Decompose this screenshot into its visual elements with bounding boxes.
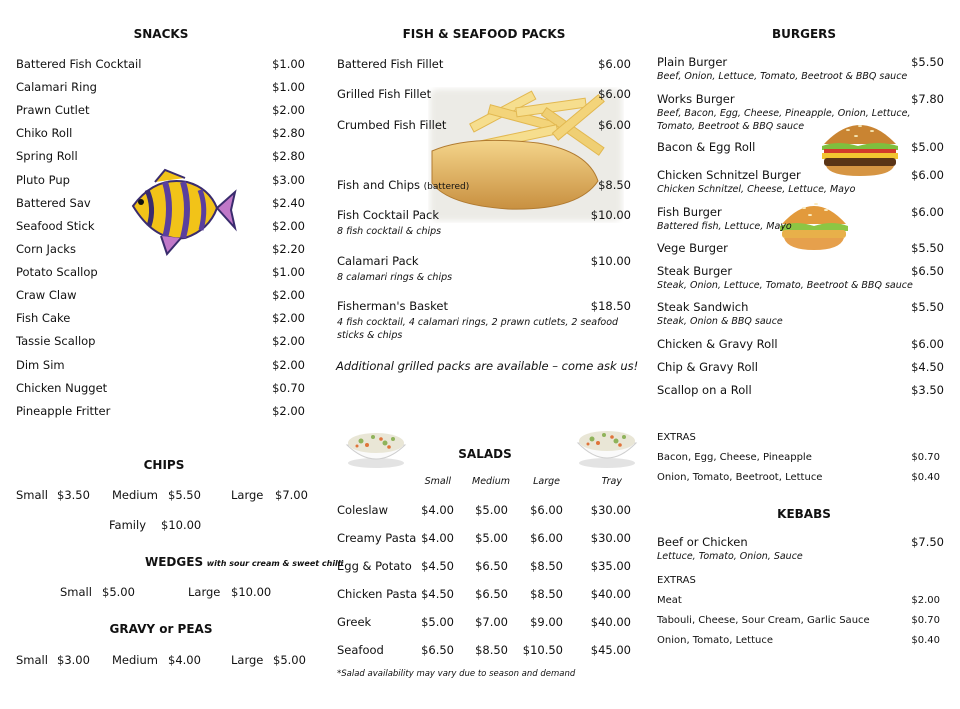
chips-large-label: Large [231,488,264,502]
salad-price: $5.00 [475,531,508,545]
burger-desc: Steak, Onion & BBQ sauce [657,316,783,327]
coleslaw-bowl-right [574,423,640,469]
burger-name: Chicken Schnitzel Burger [657,168,801,182]
wedges-large-label: Large [188,585,221,599]
snack-name: Craw Claw [16,288,77,302]
fish-pack-price: $10.00 [590,208,631,222]
fish-pack-desc: 8 calamari rings & chips [337,272,453,283]
burger-name: Scallop on a Roll [657,383,752,397]
burger-extra-price: $0.70 [911,452,940,463]
burger-price: $6.00 [911,168,944,182]
snack-row [16,103,305,117]
burger-price: $5.50 [911,300,944,314]
salad-price: $8.50 [530,587,563,601]
snack-price: $2.00 [272,358,305,372]
fish-additional-note: Additional grilled packs are available – come ask us! [336,359,639,373]
burger-row [657,241,944,255]
fish-heading: FISH & SEAFOOD PACKS [402,27,566,41]
fish-pack-label [337,208,439,222]
kebab-item-price: $7.50 [911,535,944,549]
fish-and-chips-photo [428,87,624,223]
snack-price: $2.00 [272,103,305,117]
salad-column-header: Tray [601,476,622,487]
chips-medium-label: Medium [112,488,158,502]
salad-price: $8.50 [530,559,563,573]
salad-price: $4.00 [421,531,454,545]
burger-extras-heading: EXTRAS [657,432,696,443]
burger-row [657,360,944,374]
fish-pack-label [337,299,448,313]
salad-price: $4.50 [421,559,454,573]
burger-row [657,205,944,219]
kebab-extra-name: Onion, Tomato, Lettuce [657,635,773,646]
snack-name: Potato Scallop [16,265,98,279]
fish-pack-label [337,178,469,192]
burger-name: Bacon & Egg Roll [657,140,756,154]
wedges-note: with sour cream & sweet chilli [206,559,344,568]
burger-price: $6.00 [911,205,944,219]
salad-column-header: Small [424,476,451,487]
fish-pack-row [337,299,631,313]
salad-price: $5.00 [475,503,508,517]
snacks-heading: SNACKS [133,27,189,41]
snack-row [16,334,305,348]
burger-name: Vege Burger [657,241,728,255]
snack-price: $0.70 [272,381,305,395]
fish-pack-price: $6.00 [598,118,631,132]
fish-pack-name: Fish and Chips [337,178,421,192]
fish-pack-label [337,87,431,101]
salad-name: Creamy Pasta [337,531,417,545]
burger-name: Steak Burger [657,264,733,278]
burger-name: Works Burger [657,92,735,106]
snack-name: Battered Sav [16,196,91,210]
burger-row [657,92,944,106]
fish-pack-row [337,178,631,192]
fish-pack-name: Grilled Fish Fillet [337,87,432,101]
burger-price: $7.80 [911,92,944,106]
salad-price: $4.50 [421,587,454,601]
snack-name: Battered Fish Cocktail [16,57,142,71]
chips-small-price: $3.50 [57,488,90,502]
chips-medium-price: $5.50 [168,488,201,502]
snack-row [16,57,305,71]
salad-price: $8.50 [475,643,508,657]
salad-price: $6.50 [421,643,454,657]
snack-row [16,404,305,418]
salad-price: $9.00 [530,615,563,629]
gravy-large-price: $5.00 [273,653,306,667]
burger-name: Steak Sandwich [657,300,749,314]
kebab-extra-price: $2.00 [911,595,940,606]
fish-pack-price: $8.50 [598,178,631,192]
fish-pack-price: $6.00 [598,57,631,71]
snack-price: $1.00 [272,80,305,94]
kebab-extra-row [657,615,940,626]
burger-desc: Beef, Bacon, Egg, Cheese, Pineapple, Onion, Lettuce, Tomato, Beetroot & BBQ sauce [657,108,911,132]
burger-desc: Chicken Schnitzel, Cheese, Lettuce, Mayo [657,184,856,195]
salad-price: $30.00 [590,531,631,545]
burger-price: $5.00 [911,140,944,154]
salad-price: $30.00 [590,503,631,517]
burger-desc: Beef, Onion, Lettuce, Tomato, Beetroot & BBQ sauce [657,71,908,82]
burger-name: Chip & Gravy Roll [657,360,758,374]
kebab-item-desc: Lettuce, Tomato, Onion, Sauce [657,551,803,562]
burger-price: $6.50 [911,264,944,278]
wedges-title: WEDGES [145,555,204,569]
burger-row [657,55,944,69]
burger-extra-row [657,452,940,463]
snack-name: Fish Cake [16,311,71,325]
snack-price: $2.80 [272,126,305,140]
wedges-small-label: Small [60,585,92,599]
fish-pack-row [337,57,631,71]
salad-name: Coleslaw [337,503,388,517]
snack-name: Seafood Stick [16,219,95,233]
kebab-extra-row [657,635,940,646]
snack-row [16,80,305,94]
snack-name: Corn Jacks [16,242,76,256]
kebab-extra-price: $0.40 [911,635,940,646]
salad-price: $6.00 [530,531,563,545]
fish-pack-row [337,254,631,268]
burger-row [657,300,944,314]
salad-price: $7.00 [475,615,508,629]
burger-price: $4.50 [911,360,944,374]
salad-price: $5.00 [421,615,454,629]
salads-footnote: *Salad availability may vary due to season and demand [337,669,576,679]
fish-pack-price: $18.50 [590,299,631,313]
burger-price: $6.00 [911,337,944,351]
snack-price: $1.00 [272,57,305,71]
salad-price: $45.00 [590,643,631,657]
salad-price: $6.50 [475,587,508,601]
salads-heading: SALADS [458,447,512,461]
burger-name: Plain Burger [657,55,728,69]
gravy-medium-label: Medium [112,653,158,667]
snack-name: Chiko Roll [16,126,73,140]
snack-price: $2.00 [272,404,305,418]
snack-name: Dim Sim [16,358,65,372]
snack-price: $2.00 [272,288,305,302]
fish-pack-note: (battered) [423,182,470,192]
burger-price: $5.50 [911,55,944,69]
fish-pack-label [337,57,443,71]
salad-price: $40.00 [590,615,631,629]
salad-name: Egg & Potato [337,559,412,573]
burger-row [657,383,944,397]
snack-name: Chicken Nugget [16,381,108,395]
snack-row [16,358,305,372]
burger-row [657,337,944,351]
salad-name: Greek [337,615,372,629]
snack-row [16,126,305,140]
burger-desc: Steak, Onion, Lettuce, Tomato, Beetroot & BBQ sauce [657,280,913,291]
wedges-heading [145,555,343,569]
fish-pack-row [337,87,631,101]
fish-pack-desc: 4 fish cocktail, 4 calamari rings, 2 prawn cutlets, 2 seafood sticks & chips [337,317,619,341]
snack-row [16,288,305,302]
fish-pack-desc: 8 fish cocktail & chips [337,226,442,237]
chips-family-price: $10.00 [161,518,202,532]
burger-row [657,168,944,182]
kebab-item [657,535,944,549]
kebab-extra-price: $0.70 [911,615,940,626]
burger-extra-name: Bacon, Egg, Cheese, Pineapple [657,452,812,463]
snack-price: $3.00 [272,173,305,187]
fish-pack-name: Fish Cocktail Pack [337,208,440,222]
fish-pack-price: $10.00 [590,254,631,268]
burger-name: Fish Burger [657,205,722,219]
burger-desc: Battered fish, Lettuce, Mayo [657,221,792,232]
kebab-extras-heading: EXTRAS [657,575,696,586]
snack-name: Spring Roll [16,149,78,163]
coleslaw-bowl-left [343,425,409,469]
burger-extra-row [657,472,940,483]
kebab-extra-row [657,595,940,606]
burger-row [657,140,944,154]
chips-large-price: $7.00 [275,488,308,502]
fish-illustration [125,168,237,258]
fish-pack-name: Crumbed Fish Fillet [337,118,447,132]
wedges-small-price: $5.00 [102,585,135,599]
fish-pack-price: $6.00 [598,87,631,101]
chips-heading: CHIPS [143,458,185,472]
salad-price: $4.00 [421,503,454,517]
salad-column-header: Medium [472,476,510,487]
snack-price: $2.00 [272,334,305,348]
burger-extra-price: $0.40 [911,472,940,483]
burgers-heading: BURGERS [771,27,837,41]
fish-pack-name: Calamari Pack [337,254,419,268]
salad-price: $6.00 [530,503,563,517]
snack-price: $2.40 [272,196,305,210]
snack-row [16,381,305,395]
burger-name: Chicken & Gravy Roll [657,337,778,351]
snack-name: Tassie Scallop [16,334,96,348]
salad-price: $40.00 [590,587,631,601]
fish-pack-label [337,118,446,132]
fish-pack-row [337,208,631,222]
salad-price: $35.00 [590,559,631,573]
kebab-extra-name: Tabouli, Cheese, Sour Cream, Garlic Sauce [657,615,870,626]
snack-price: $1.00 [272,265,305,279]
snack-name: Prawn Cutlet [16,103,90,117]
chips-small-label: Small [16,488,48,502]
fish-pack-name: Fisherman's Basket [337,299,448,313]
snack-price: $2.20 [272,242,305,256]
fish-pack-row [337,118,631,132]
snack-price: $2.80 [272,149,305,163]
burger-price: $5.50 [911,241,944,255]
kebab-extra-name: Meat [657,595,682,606]
gravy-small-price: $3.00 [57,653,90,667]
kebabs-heading: KEBABS [777,507,831,521]
snack-row [16,311,305,325]
wedges-large-price: $10.00 [231,585,272,599]
snack-row [16,149,305,163]
gravy-heading: GRAVY or PEAS [109,622,213,636]
gravy-medium-price: $4.00 [168,653,201,667]
snack-name: Calamari Ring [16,80,97,94]
salad-price: $10.50 [522,643,563,657]
snack-name: Pluto Pup [16,173,70,187]
chips-family-label: Family [109,518,147,532]
salad-column-header: Large [533,476,560,487]
gravy-large-label: Large [231,653,264,667]
snack-price: $2.00 [272,311,305,325]
burger-extra-name: Onion, Tomato, Beetroot, Lettuce [657,472,823,483]
burger-row [657,264,944,278]
gravy-small-label: Small [16,653,48,667]
salad-name: Chicken Pasta [337,587,418,601]
snack-name: Pineapple Fritter [16,404,111,418]
snack-price: $2.00 [272,219,305,233]
fish-pack-name: Battered Fish Fillet [337,57,444,71]
salad-price: $6.50 [475,559,508,573]
kebab-item-name: Beef or Chicken [657,535,748,549]
fish-pack-label [337,254,419,268]
salad-name: Seafood [337,643,384,657]
burger-price: $3.50 [911,383,944,397]
snack-row [16,265,305,279]
